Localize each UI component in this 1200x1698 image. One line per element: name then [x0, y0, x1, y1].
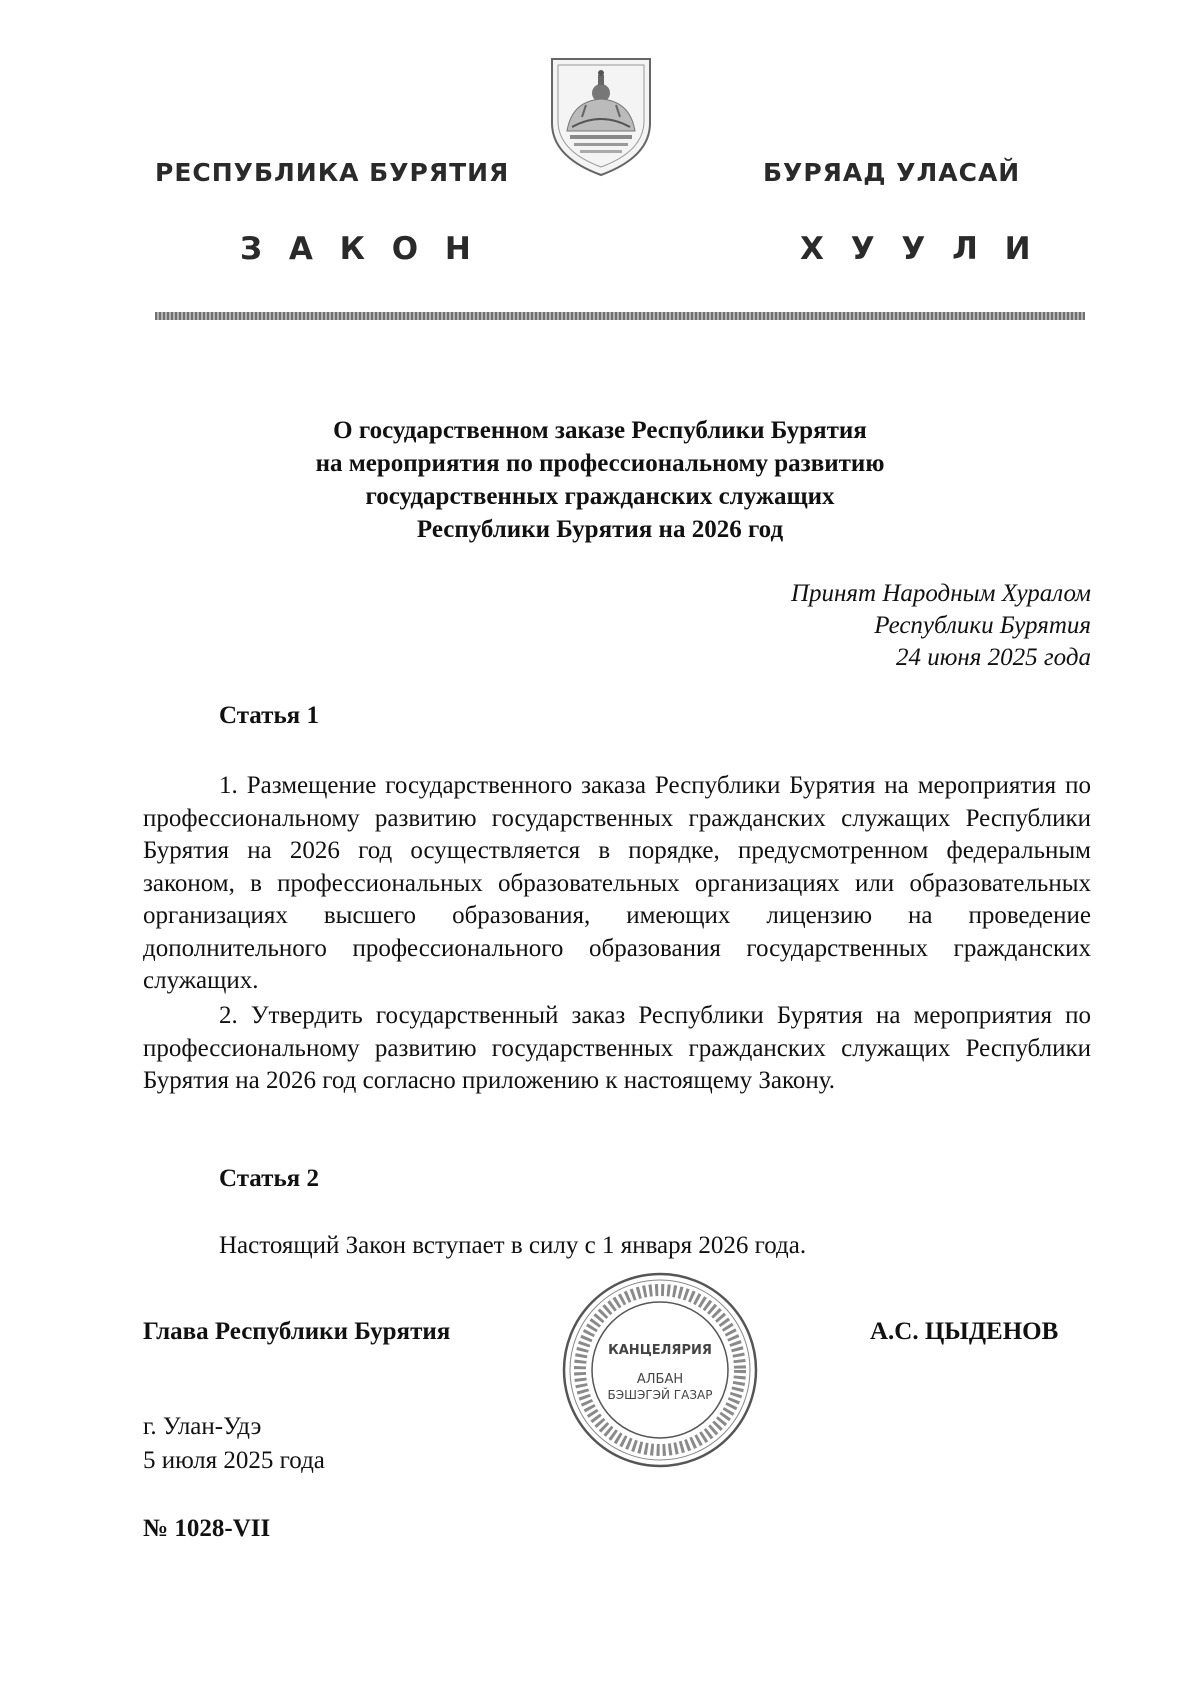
- header-right-doc-type: Х У У Л И: [800, 231, 1039, 267]
- stamp-line: БЭШЭГЭЙ ГАЗАР: [607, 1388, 713, 1402]
- article-1-paragraph-1: 1. Размещение государственного заказа Республики Бурятия на мероприятия по профессиональному развитию государственных гражданских служащих Республики Бурятия на 2026 год осуществляется в порядке, предусмотренном федеральным законом, в профессиональных образовательных организациях или образовательных организациях высшего образования, имеющих лицензию на проведение дополнительного профессионального образования государственных гражданских служащих.: [143, 772, 1091, 994]
- title-line: О государственном заказе Республики Бурятия: [333, 417, 867, 444]
- adoption-line: Республики Бурятия: [874, 612, 1091, 639]
- article-2-text: Настоящий Закон вступает в силу с 1 января 2026 года.: [219, 1232, 807, 1259]
- adoption-date: 24 июня 2025 года: [896, 644, 1091, 671]
- signing-place: г. Улан-Удэ: [143, 1413, 262, 1440]
- header-divider: [155, 312, 1085, 320]
- law-number: № 1028-VII: [143, 1515, 271, 1542]
- header-left-republic: РЕСПУБЛИКА БУРЯТИЯ: [155, 158, 510, 187]
- header-left-doc-type: З А К О Н: [240, 231, 479, 267]
- header-right-republic: БУРЯАД УЛАСАЙ: [763, 158, 1021, 187]
- signatory-position: Глава Республики Бурятия: [143, 1318, 451, 1345]
- article-2-heading: Статья 2: [219, 1165, 319, 1192]
- law-title: [0, 414, 1200, 546]
- adoption-note: [791, 578, 1091, 674]
- article-1-heading: Статья 1: [219, 702, 319, 729]
- signing-date: 5 июля 2025 года: [143, 1447, 325, 1474]
- article-1-paragraph-2: 2. Утвердить государственный заказ Республики Бурятия на мероприятия по профессиональному развитию государственных гражданских служащих Республики Бурятия на 2026 год согласно приложению к настоящему Закону.: [143, 1002, 1091, 1094]
- stamp-line: КАНЦЕЛЯРИЯ: [608, 1343, 712, 1358]
- stamp-line: АЛБАН: [636, 1372, 684, 1387]
- title-line: Республики Бурятия на 2026 год: [416, 516, 784, 543]
- coat-of-arms-emblem: [542, 53, 660, 179]
- title-line: на мероприятия по профессиональному развитию: [315, 450, 885, 477]
- adoption-line: Принят Народным Хуралом: [790, 580, 1091, 607]
- title-line: государственных гражданских служащих: [365, 483, 835, 510]
- signatory-name: А.С. ЦЫДЕНОВ: [870, 1318, 1059, 1345]
- official-stamp: [560, 1270, 760, 1470]
